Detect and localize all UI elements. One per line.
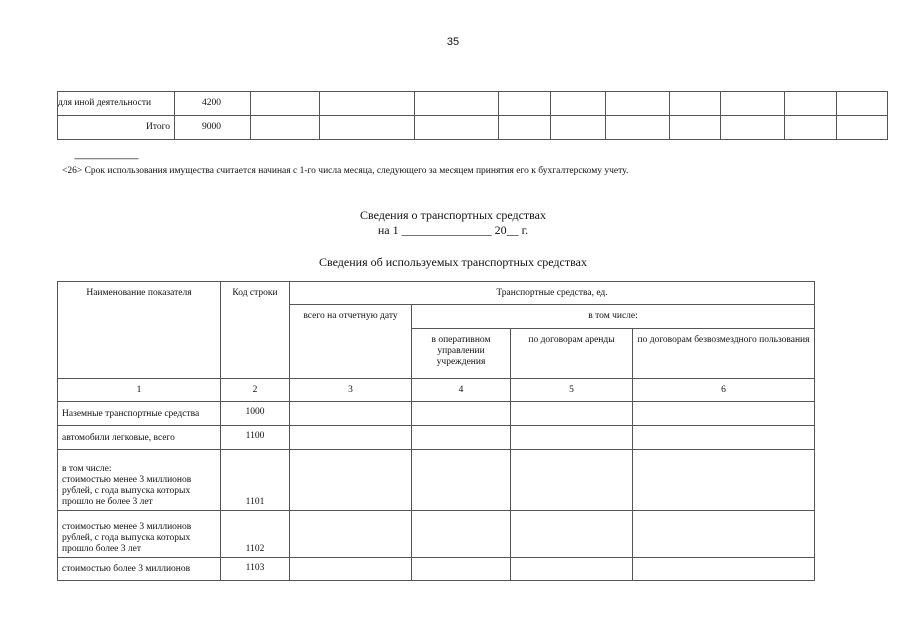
empty-cell [511,511,633,558]
table-row [58,92,888,116]
empty-cell [511,402,633,426]
empty-cell [511,450,633,511]
empty-cell [670,116,721,140]
empty-cell [290,426,412,450]
empty-cell [251,116,320,140]
row-code: 1103 [221,558,290,581]
column-number: 5 [511,379,633,402]
table-row [58,402,815,426]
empty-cell [320,92,415,116]
empty-cell [633,558,815,581]
empty-cell [290,402,412,426]
empty-cell [320,116,415,140]
row-label: Наземные транспортные средства [58,402,221,426]
empty-cell [415,116,499,140]
table-row [58,426,815,450]
table-row [58,116,888,140]
empty-cell [412,402,511,426]
top-table [57,91,888,140]
subsection-title: Сведения об используемых транспортных средствах [319,255,587,269]
empty-cell [837,92,888,116]
empty-cell [499,92,551,116]
row-label: для иной деятельности [58,92,175,116]
empty-cell [415,92,499,116]
empty-cell [837,116,888,140]
row-code: 4200 [175,92,251,116]
column-number: 4 [412,379,511,402]
page-number: 35 [446,36,460,48]
empty-cell [499,116,551,140]
empty-cell [290,511,412,558]
empty-cell [633,511,815,558]
empty-cell [290,450,412,511]
section-title-line1: Сведения о транспортных средствах [359,208,547,222]
column-number: 1 [58,379,221,402]
empty-cell [785,116,837,140]
empty-cell [511,558,633,581]
empty-cell [606,116,670,140]
row-code: 9000 [175,116,251,140]
empty-cell [633,402,815,426]
header-row [58,282,815,305]
row-label: автомобили легковые, всего [58,426,221,450]
empty-cell [412,426,511,450]
header-vehicles: Транспортные средства, ед. [290,282,815,305]
empty-cell [412,450,511,511]
empty-cell [251,92,320,116]
column-number: 2 [221,379,290,402]
header-operational: в оперативном управлении учреждения [412,329,511,379]
empty-cell [290,558,412,581]
row-label: стоимостью более 3 миллионов [58,558,221,581]
empty-cell [551,92,606,116]
row-code: 1100 [221,426,290,450]
row-code: 1102 [221,511,290,558]
row-label: Итого [58,116,175,140]
empty-cell [606,92,670,116]
table-row [58,558,815,581]
row-code: 1000 [221,402,290,426]
empty-cell [551,116,606,140]
header-line-code: Код строки [221,282,290,379]
row-label: стоимостью менее 3 миллионов рублей, с года выпуска которых прошло более 3 лет [58,511,221,558]
column-number-row [58,379,815,402]
empty-cell [721,116,785,140]
empty-cell [412,511,511,558]
header-indicator: Наименование показателя [58,282,221,379]
column-number: 3 [290,379,412,402]
header-lease: по договорам аренды [511,329,633,379]
column-number: 6 [633,379,815,402]
empty-cell [633,426,815,450]
header-total: всего на отчетную дату [290,305,412,379]
empty-cell [785,92,837,116]
table-row [58,450,815,511]
empty-cell [633,450,815,511]
table-row [58,511,815,558]
section-title-line2: на 1 _______________ 20__ г. [377,223,529,237]
empty-cell [670,92,721,116]
empty-cell [721,92,785,116]
header-free-use: по договорам безвозмездного пользования [633,329,815,379]
row-code: 1101 [221,450,290,511]
row-label: в том числе: стоимостью менее 3 миллионов рублей, с года выпуска которых прошло не более 3 лет [58,450,221,511]
footnote-text: <26> Срок использования имущества считается начиная с 1-го числа месяца, следующего за месяцем принятия его к бухгалтерскому учету. [62,166,629,176]
vehicles-table [57,281,815,581]
empty-cell [511,426,633,450]
section-title [0,208,906,238]
empty-cell [412,558,511,581]
footnote-separator: -------------------------------- [74,153,138,163]
header-including: в том числе: [412,305,815,329]
